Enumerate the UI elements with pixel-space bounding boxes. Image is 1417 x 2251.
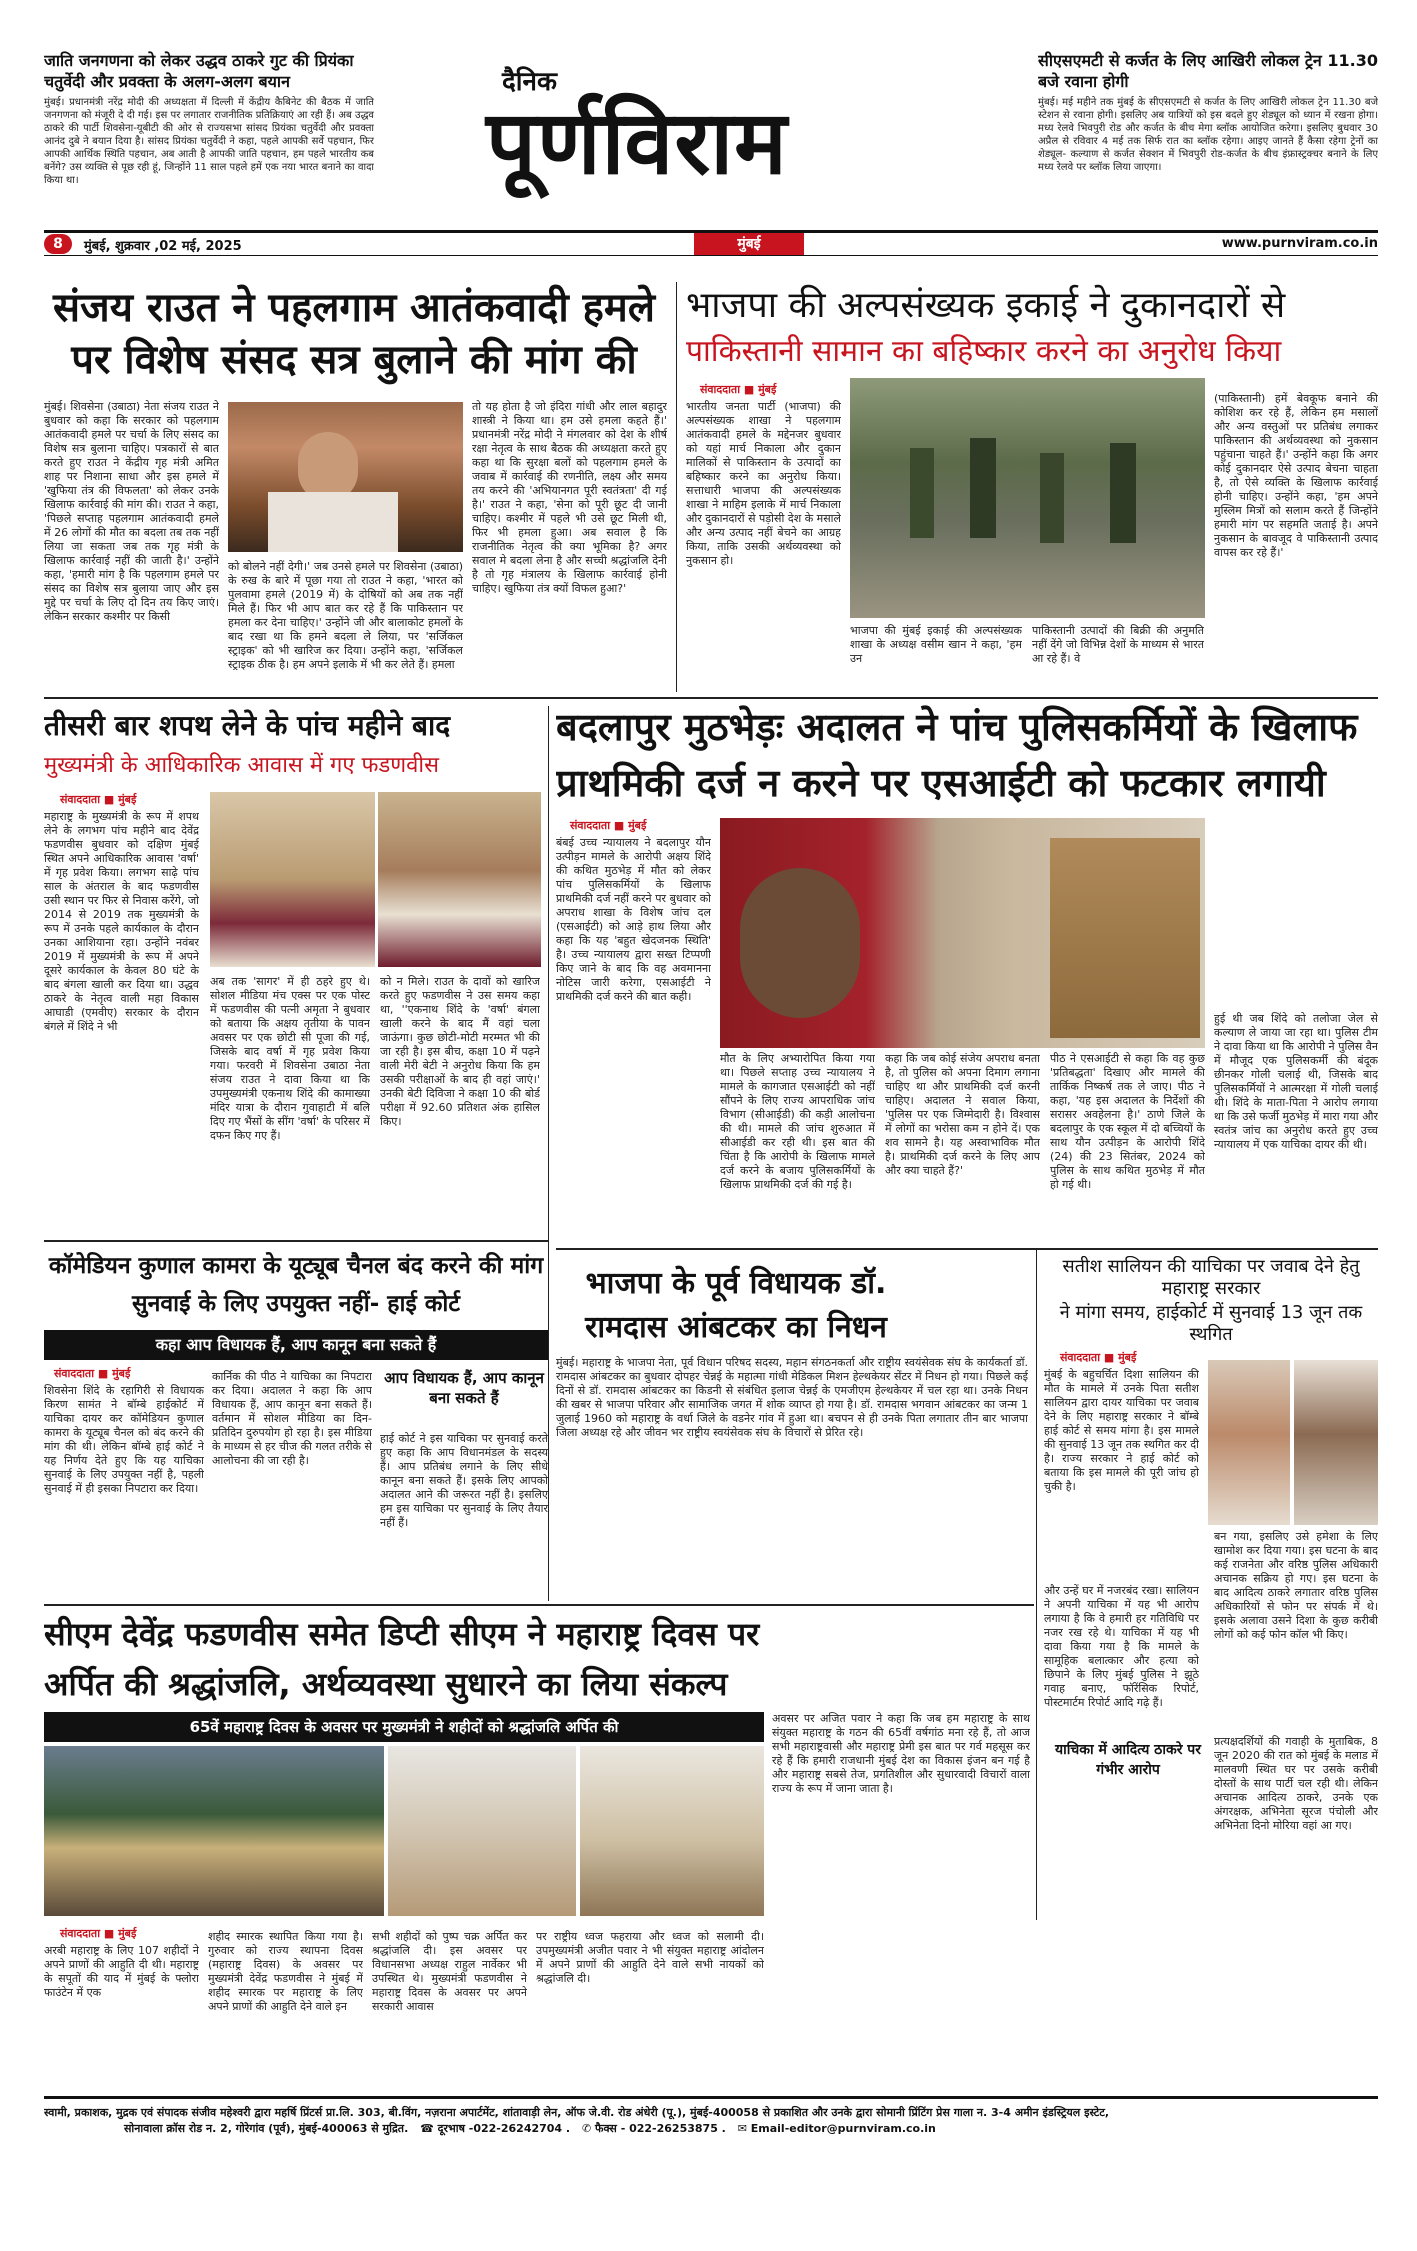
fadnavis-home-byline: संवाददाता ■ मुंबई — [60, 793, 137, 806]
kamra-col-2: कार्निक की पीठ ने याचिका का निपटारा कर दिया। अदालत ने कहा कि आप विधायक हैं, आप कानून बना सकते हैं। वर्तमान में सोशल मीडिया का दिन-प्रतिदिन दुरुपयोग हो रहा है। इस मीडिया के माध्यम से हर चीज की गलत तरीके से आलोचना की जा रही है। — [212, 1370, 372, 1467]
cm-tribute-headline-line1[interactable]: सीएम देवेंद्र फडणवीस समेत डिप्टी सीएम ने महाराष्ट्र दिवस पर — [44, 1615, 760, 1653]
salian-col-3: बन गया, इसलिए उसे हमेशा के लिए खामोश कर दिया गया। इस घटना के बाद कई राजनेता और वरिष्ठ पुलिस अधिकारी अचानक सक्रिय हो गए। इस घटना के बाद आदित्य ठाकरे लगातार वरिष्ठ पुलिस अधिकारियों से फोन पर संपर्क में थे। इसके अलावा उसने दिशा के कुछ करीबी लोगों को कई फोन कॉल भी किए। — [1214, 1530, 1378, 1641]
badlapur-headline-line1[interactable]: बदलापुर मुठभेड़ः अदालत ने पांच पुलिसकर्मियों के खिलाफ — [556, 705, 1358, 749]
bjp-col-1: भारतीय जनता पार्टी (भाजपा) की अल्पसंख्यक शाखा ने पहलगाम आतंकवादी हमले के मद्देनजर बुधवार को यहां मार्च निकाला और दुकान मालिकों से पाकिस्तान के उत्पादों का बहिष्कार करने का अनुरोध किया। सत्ताधारी भाजपा की अल्पसंख्यक शाखा ने माहिम इलाके में मार्च निकाला और दुकानदारों से पड़ोसी देश के मसाले और अन्य उत्पाद नहीं बेचने का आग्रह किया, ताकि उसकी अर्थव्यवस्था को नुकसान हो। — [686, 400, 841, 567]
left-teaser-body: मुंबई। प्रधानमंत्री नरेंद्र मोदी की अध्यक्षता में दिल्ली में केंद्रीय कैबिनेट की बैठक में जाति जनगणना को मंजूरी दे दी गई। इस पर लगातार राजनीतिक प्रतिक्रियाएं आ रही हैं। अब उद्धव ठाकरे की पार्टी शिवसेना-यूबीटी की ओर से राज्यसभा सांसद प्रियंका चतुर्वेदी और प्रवक्ता आनंद दुबे ने बयान दिया है। सांसद प्रियंका चतुर्वेदी ने कहा, पहले आपकी सर्वे पहचान, फिर आपकी आर्थिक स्थिति पहचान, अब आती है आपकी जाति पहचान, हम पहले भारतीय कब बनेंगे? उस व्यक्ति से पूछ रही हूं, जिन्होंने 11 साल पहले हमें एक नया भारत बनाने का वादा किया था। — [44, 97, 374, 186]
bjp-caption-2: पाकिस्तानी उत्पादों की बिक्री की अनुमति नहीं देंगे जो विभिन्न देशों के माध्यम से भारत आ रहे हैं। वे — [1032, 624, 1204, 665]
fadnavis-home-col-1: महाराष्ट्र के मुख्यमंत्री के रूप में शपथ लेने के लगभग पांच महीने बाद देवेंद्र फडणवीस बुधवार को दक्षिण मुंबई स्थित अपने आधिकारिक आवास 'वर्षा' में गृह प्रवेश किया। लगभग साढ़े पांच साल के अंतराल के बाद फडणवीस उसी स्थान पर फिर से निवास करेंगे, जो 2014 से 2019 तक मुख्यमंत्री के रूप में उनके पहले कार्यकाल के दौरान उनका आशियाना रहा। उन्होंने नवंबर 2019 में मुख्यमंत्री के रूप में अपने दूसरे कार्यकाल के केवल 80 घंटे के बाद बंगला खाली कर दिया था। उद्धव ठाकरे के नेतृत्व वाली महा विकास आघाडी (एमवीए) सरकार के दौरान बंगले में शिंदे ने भी — [44, 810, 199, 1033]
bjp-byline: संवाददाता ■ मुंबई — [700, 383, 777, 396]
brand-small: दैनिक — [502, 67, 557, 97]
salian-photo-2 — [1294, 1360, 1378, 1525]
email-icon: ✉ — [737, 2122, 747, 2135]
cm-tribute-col-2: अरबी महाराष्ट्र के लिए 107 शहीदों ने अपने प्राणों की आहुति दी थी। महाराष्ट्र के सपूतों की याद में मुंबई के फ्लोरा फाउंटेन में एक — [44, 1944, 199, 1999]
cm-tribute-headline-line2[interactable]: अर्पित की श्रद्धांजलि, अर्थव्यवस्था सुधारने का लिया संकल्प — [44, 1665, 728, 1703]
cm-tribute-byline: संवाददाता ■ मुंबई — [60, 1927, 137, 1940]
right-teaser-body: मुंबई। मई महीने तक मुंबई के सीएसएमटी से कर्जत के लिए आखिरी लोकल ट्रेन 11.30 बजे स्टेशन से रवाना होगी। इसलिए अब यात्रियों को इस बदले हुए शेड्यूल को ध्यान में रखना होगा। मध्य रेलवे भिवपुरी रोड और कर्जत के बीच मेगा ब्लॉक आयोजित करेगा। इसलिए बुधवार 30 अप्रैल से रविवार 4 मई तक सिर्फ रात का ब्लॉक रहेगा। आइए जानते हैं कैसा रहेगा ट्रेनों का शेड्यूल- कल्याण से कर्जत सेक्शन में भिवपुरी रोड-कर्जत के बीच इंफ्रास्ट्रक्चर बनाने के लिए मध्य रेलवे पर ब्लॉक लिया जाएगा। — [1038, 97, 1378, 173]
raut-col-2: को बोलने नहीं देगी।' जब उनसे हमले पर शिवसेना (उबाठा) के रुख के बारे में पूछा गया तो राउत ने कहा, 'भारत को पुलवामा हमले (2019 में) के दोषियों को अब तक नहीं मिले हैं। फिर भी आप बात कर रहे हैं कि पाकिस्तान पर हमला कर देना चाहिए।' उन्होंने जी और बालाकोट हमलों के बाद रखा था कि हमने बदला ले लिया, पर 'सर्जिकल स्ट्राइक' को भी खारिज कर दिया। उन्होंने कहा, 'सर्जिकल स्ट्राइक ठीक है। हम अपने इलाके में भी कर लेते हैं। हमला — [228, 560, 463, 671]
badlapur-col-1: बंबई उच्च न्यायालय ने बदलापुर यौन उत्पीड़न मामले के आरोपी अक्षय शिंदे की कथित मुठभेड़ में मौत को लेकर पांच पुलिसकर्मियों के खिलाफ प्राथमिकी दर्ज नहीं करने पर बुधवार को अपराध शाखा के विशेष जांच दल (एसआईटी) को आड़े हाथ लिया और कहा कि यह 'बहुत खेदजनक स्थिति' है। उच्च न्यायालय द्वारा सख्त टिप्पणी किए जाने के बाद कि वह अवमानना नोटिस जारी करेगा, एसआईटी ने प्राथमिकी दर्ज करने की बात कही। — [556, 836, 711, 1003]
badlapur-headline-line2[interactable]: प्राथमिकी दर्ज न करने पर एसआईटी को फटकार लगायी — [556, 761, 1326, 805]
fadnavis-home-col-2: अब तक 'सागर' में ही ठहरे हुए थे। सोशल मीडिया मंच एक्स पर एक पोस्ट में फडणवीस की पत्नी अमृता ने बुधवार को बताया कि अक्षय तृतीया के पावन अवसर पर एक छोटी सी पूजा की गई, जिसके बाद वर्षा में गृह प्रवेश किया गया। फरवरी में शिवसेना उबाठा नेता संजय राउत ने दावा किया था कि उपमुख्यमंत्री एकनाथ शिंदे की कामाख्या मंदिर यात्रा के दौरान गुवाहाटी में बलि दिए गए भैंसों के सींग 'वर्षा' के परिसर में दफन किए गए हैं। — [210, 975, 370, 1142]
raut-col-1: मुंबई। शिवसेना (उबाठा) नेता संजय राउत ने बुधवार को कहा कि सरकार को पहलगाम आतंकवादी हमले पर चर्चा के लिए संसद का विशेष सत्र बुलाना चाहिए। पत्रकारों से बात करते हुए राउत ने केंद्रीय गृह मंत्री अमित शाह पर निशाना साधा और इस हमले में 'खुफिया तंत्र की विफलता' को लेकर उनके खिलाफ कार्रवाई की मांग की। राउत ने कहा, 'पिछले सप्ताह पहलगाम आतंकवादी हमले में 26 लोगों की मौत का बदला तब तक नहीं लिया जा सकता जब तक गृह मंत्री के खिलाफ कार्रवाई नहीं की जाती है।' उन्होंने कहा, 'हमारी मांग है कि पहलगाम हमले पर संसद का विशेष सत्र बुलाया जाए और इस मुद्दे पर चर्चा के लिए दो दिन तय किए जाएं। लेकिन सरकार कश्मीर पर किसी — [44, 400, 219, 623]
kamra-headline[interactable]: कॉमेडियन कुणाल कामरा के यूट्यूब चैनल बंद करने की मांग सुनवाई के लिए उपयुक्त नहीं- हाई कोर्ट — [48, 1253, 544, 1317]
bjp-photo — [850, 378, 1205, 618]
badlapur-col-5: हुई थी जब शिंदे को तलोजा जेल से कल्याण ले जाया जा रहा था। पुलिस टीम ने दावा किया था कि आरोपी ने पुलिस वैन में मौजूद एक पुलिसकर्मी की बंदूक छीनकर गोली चलाई थी, जिसके बाद पुलिसकर्मियों ने आत्मरक्षा में गोली चलाई थी। शिंदे के माता-पिता ने आरोप लगाया था कि उसे फर्जी मुठभेड़ में मारा गया और स्वतंत्र जांच का अनुरोध करते हुए उच्च न्यायालय में एक याचिका दायर की थी। — [1214, 1012, 1378, 1151]
fadnavis-photo-1 — [210, 792, 375, 967]
raut-col-3: तो यह होता है जो इंदिरा गांधी और लाल बहादुर शास्त्री ने किया था। हम उसे हमला कहते हैं।' प्रधानमंत्री नरेंद्र मोदी ने मंगलवार को देश के शीर्ष रक्षा नेतृत्व के साथ बैठक की अध्यक्षता करते हुए कहा था कि सुरक्षा बलों को पहलगाम हमले के जवाब में कार्रवाई की रणनीति, लक्ष्य और समय तय करने की 'अभियानगत पूरी स्वतंत्रता' दी गई है।' राउत ने कहा, 'सेना को पूरी छूट दी जानी चाहिए। कश्मीर में पहले भी उसे छूट मिली थी, फिर भी हमला हुआ। अब सवाल है कि राजनीतिक नेतृत्व की क्या भूमिका है? अगर सवाल मे बदला लेना है और सच्ची श्रद्धांजलि देनी है तो गृह मंत्रालय के खिलाफ कार्रवाई होनी चाहिए। खुफिया तंत्र क्यों विफल हुआ?' — [472, 400, 667, 595]
cm-tribute-col-5: पर राष्ट्रीय ध्वज फहराया और ध्वज को सलामी दी। उपमुख्यमंत्री अजीत पवार ने भी संयुक्त महाराष्ट्र आंदोलन में अपने प्राणों की आहुति देने वाले सभी नायकों को श्रद्धांजलि दी। — [536, 1930, 764, 1985]
cm-tribute-photo-3 — [580, 1746, 764, 1916]
salian-box-text: याचिका में आदित्य ठाकरे पर गंभीर आरोप — [1055, 1742, 1201, 1778]
cm-tribute-col-3: शहीद स्मारक स्थापित किया गया है। गुरुवार को राज्य स्थापना दिवस (महाराष्ट्र दिवस) के अवसर पर मुख्यमंत्री देवेंद्र फडणवीस ने मुंबई में शहीद स्मारक पर महाराष्ट्र के लिए अपने प्राणों की आहुति देने वाले इन — [208, 1930, 363, 2013]
salian-byline: संवाददाता ■ मुंबई — [1060, 1351, 1137, 1364]
fax-icon: ✆ — [581, 2122, 592, 2135]
imprint-line-1: स्वामी, प्रकाशक, मुद्रक एवं संपादक संजीव महेश्वरी द्वारा महर्षि प्रिंटर्स प्रा.लि. 303, बी.विंग, नज़राना अपार्टमेंट, शांतावाड़ी लेन, ऑफ जे.वी. रोड अंधेरी (पू.), मुंबई-400058 से प्रकाशित और उनके द्वारा सोमानी प्रिंटिंग प्रेस गाला न. 3-4 अमीन इंडस्ट्रियल इस्टेट, — [44, 2106, 1110, 2119]
imprint-footer — [44, 2096, 1378, 2150]
cm-tribute-photo-2 — [388, 1746, 576, 1916]
fadnavis-home-headline-line2[interactable]: मुख्यमंत्री के आधिकारिक आवास में गए फडणवीस — [44, 753, 439, 778]
fadnavis-home-col-3: को न मिले। राउत के दावों को खारिज करते हुए फडणवीस ने उस समय कहा था, ''एकनाथ शिंदे के 'वर्षा' बंगला खाली करने के बाद मैं वहां चला जाऊंगा। कुछ छोटी-मोटी मरम्मत भी की जा रही है। इस बीच, कक्षा 10 में पढ़ने वाली मेरी बेटी ने अनुरोध किया कि हम उसकी परीक्षाओं के बाद ही वहां जाएं।' उनकी बेटी दिविजा ने कक्षा 10 की बोर्ड परीक्षा में 92.60 प्रतिशत अंक हासिल किए। — [380, 975, 540, 1128]
brand-name: पूर्णविराम — [486, 91, 788, 194]
page-number: 8 — [44, 234, 72, 254]
salian-col-1: मुंबई के बहुचर्चित दिशा सालियन की मौत के मामले में उनके पिता सतीश सालियन द्वारा दायर याचिका पर जवाब देने के लिए महाराष्ट्र सरकार ने बॉम्बे हाई कोर्ट से समय मांगा है। इस मामले की सुनवाई 13 जून तक स्थगित कर दी है। राज्य सरकार ने हाई कोर्ट को बताया कि इस मामले की पूरी जांच हो चुकी है। — [1044, 1368, 1199, 1493]
imprint-phone: दूरभाष -022-26242704 . — [437, 2122, 571, 2135]
left-teaser-title: जाति जनगणना को लेकर उद्धव ठाकरे गुट की प्रियंका चतुर्वेदी और प्रवक्ता के अलग-अलग बयान — [44, 51, 354, 91]
cm-tribute-photo-1 — [44, 1746, 384, 1916]
kamra-box-text: आप विधायक हैं, आप कानून बना सकते हैं — [384, 1369, 544, 1407]
salian-col-2: और उन्हें घर में नजरबंद रखा। सालियन ने अपनी याचिका में यह भी आरोप लगाया है कि वे हमारी हर गतिविधि पर नजर रख रहे थे। याचिका में यह भी दावा किया गया है कि मामले के सामूहिक बलात्कार और हत्या को छिपाने के लिए मुंबई पुलिस ने झूठे गवाह बनाए, फॉरेंसिक रिपोर्ट, पोस्टमार्टम रिपोर्ट आदि गढ़े हैं। — [1044, 1584, 1199, 1709]
bjp-caption-1: भाजपा की मुंबई इकाई की अल्पसंख्यक शाखा के अध्यक्ष वसीम खान ने कहा, 'हम उन — [850, 624, 1022, 665]
salian-col-4: प्रत्यक्षदर्शियों की गवाही के मुताबिक, 8 जून 2020 की रात को मुंबई के मलाड में मालवणी स्थित घर पर उसके करीबी दोस्तों के साथ पार्टी चल रही थी। लेकिन अचानक आदित्य ठाकरे, उनके एक अंगरक्षक, अभिनेता सूरज पंचोली और अभिनेता दिनो मोरिया वहां आ गए। — [1214, 1735, 1378, 1832]
badlapur-col-2: मौत के लिए अभ्यारोपित किया गया था। पिछले सप्ताह उच्च न्यायालय ने मामले के कागजात एसआईटी को नहीं सौंपने के लिए राज्य आपराधिक जांच विभाग (सीआईडी) की कड़ी आलोचना की थी। मामले की जांच शुरुआत में सीआईडी कर रही थी। इस बात की चिंता है कि आरोपी के खिलाफ मामले दर्ज करने के बजाय पुलिसकर्मियों के खिलाफ प्राथमिकी दर्ज की गई है। — [720, 1052, 875, 1191]
raut-photo — [228, 402, 463, 552]
cm-tribute-strap-text: 65वें महाराष्ट्र दिवस के अवसर पर मुख्यमंत्री ने शहीदों को श्रद्धांजलि अर्पित की — [189, 1718, 619, 1736]
imprint-line-2: सोनावाला क्रॉस रोड न. 2, गोरेगांव (पूर्व), मुंबई-400063 से मुद्रित. — [124, 2122, 409, 2135]
phone-icon: ☎ — [420, 2122, 434, 2135]
fadnavis-home-headline-line1[interactable]: तीसरी बार शपथ लेने के पांच महीने बाद — [44, 709, 451, 742]
salian-headline-line2[interactable]: ने मांगा समय, हाईकोर्ट में सुनवाई 13 जून तक स्थगित — [1059, 1302, 1363, 1345]
fadnavis-photo-2 — [378, 792, 541, 967]
kamra-strap-text: कहा आप विधायक हैं, आप कानून बना सकते हैं — [155, 1335, 437, 1354]
kamra-col-1: शिवसेना शिंदे के रहागिरी से विधायक किरण सामंत ने बॉम्बे हाईकोर्ट में याचिका दायर कर कॉमेडियन कुणाल कामरा के यूट्यूब चैनल को बंद करने की मांग की थी। लेकिन बॉम्बे हाई कोर्ट ने यह निर्णय देते हुए कि यह याचिका सुनवाई के लिए उपयुक्त नहीं है, पहली सुनवाई में ही इसका निपटारा कर दिया। — [44, 1384, 204, 1495]
website[interactable]: www.purnviram.co.in — [1221, 236, 1378, 251]
bjp-headline-line1[interactable]: भाजपा की अल्पसंख्यक इकाई ने दुकानदारों से — [686, 285, 1286, 326]
cm-tribute-col-4: सभी शहीदों को पुष्प चक्र अर्पित कर श्रद्धांजलि दी। इस अवसर पर विधानसभा अध्यक्ष राहुल नार्वेकर भी उपस्थित थे। मुख्यमंत्री फडणवीस ने महाराष्ट्र दिवस के अवसर पर अपने सरकारी आवास — [372, 1930, 527, 2013]
badlapur-col-3: कहा कि जब कोई संजेय अपराध बनता है, तो पुलिस को अपना दिमाग लगाना चाहिए था और प्राथमिकी दर्ज करनी चाहिए। अदालत ने सवाल किया, 'पुलिस पर एक जिम्मेदारी है। विश्वास में लोगों का भरोसा कम न होने दें। एक शव सामने है। यह अस्वाभाविक मौत है। प्राथमिकी दर्ज करने के लिए आप और क्या चाहते हैं?' — [885, 1052, 1040, 1177]
ambetkar-headline-line1[interactable]: भाजपा के पूर्व विधायक डॉ. — [585, 1266, 887, 1301]
cm-tribute-strap — [44, 1712, 764, 1742]
bjp-headline-line2[interactable]: पाकिस्तानी सामान का बहिष्कार करने का अनुरोध किया — [686, 334, 1282, 369]
salian-allegation-box — [1048, 1740, 1208, 1788]
salian-photo-1 — [1208, 1360, 1290, 1525]
right-teaser — [1038, 50, 1378, 215]
bjp-col-2: (पाकिस्तानी) हमें बेवकूफ बनाने की कोशिश कर रहे हैं, लेकिन हम मसालों और अन्य वस्तुओं पर प्रतिबंध लगाकर पाकिस्तान की अर्थव्यवस्था को नुकसान पहुंचाना चाहते हैं।' उन्होंने कहा कि अगर कोई दुकानदार ऐसे उत्पाद बेचना चाहता है, तो ऐसे व्यक्ति के खिलाफ कार्रवाई होनी चाहिए। उन्होंने कहा, 'हम अपने मुस्लिम मित्रों को सलाम करते हैं जिन्होंने हमारी मांग पर सहमति जताई है। अपने नुकसान के बावजूद वे पाकिस्तानी उत्पाद वापस कर रहे हैं।' — [1214, 392, 1378, 559]
right-teaser-title: सीएसएमटी से कर्जत के लिए आखिरी लोकल ट्रेन 11.30 बजे रवाना होगी — [1038, 51, 1378, 91]
badlapur-byline: संवाददाता ■ मुंबई — [570, 819, 647, 832]
badlapur-photo — [720, 818, 1205, 1048]
ambetkar-body: मुंबई। महाराष्ट्र के भाजपा नेता, पूर्व विधान परिषद सदस्य, महान संगठनकर्ता और राष्ट्रीय स्वयंसेवक संघ के कार्यकर्ता डॉ. रामदास आंबटकर का बुधवार दोपहर चेन्नई के महात्मा गांधी मेडिकल मिशन हेल्थकेयर सेंटर में निधन हो गया। पिछले कई दिनों से डॉ. रामदास आंबटकर का किडनी से संबंधित इलाज चेन्नई के एमजीएम हेल्थकेयर में चल रहा था। उनके निधन की खबर से भाजपा परिवार और सामाजिक जगत में शोक व्याप्त हो गया है। डॉ. रामदास भगवान आंबटकर का जन्म 1 जुलाई 1960 को महाराष्ट्र के वर्धा जिले के वडनेर गांव में हुआ था। बचपन से ही उनके पिता लगातार तीन बार भाजपा जिला अध्यक्ष रहे और जीवन भर राष्ट्रीय स्वयंसेवक संघ के विचारों से प्रेरित रहे। — [556, 1356, 1028, 1439]
cm-tribute-col-1: अवसर पर अजित पवार ने कहा कि जब हम महाराष्ट्र के साथ संयुक्त महाराष्ट्र के गठन की 65वीं वर्षगांठ मना रहे हैं, तो आज सभी महाराष्ट्रवासी और महाराष्ट्र प्रेमी इस बात पर गर्व महसूस कर रहे हैं कि हमारी राजधानी मुंबई देश का विकास इंजन बन गई है और महाराष्ट्र सबसे तेज, प्रगतिशील और सुधारवादी विचारों वाला राज्य के रूप में जाना जाता है। — [772, 1712, 1030, 1795]
raut-headline[interactable]: संजय राउत ने पहलगाम आतंकवादी हमले पर विशेष संसद सत्र बुलाने की मांग की — [53, 285, 655, 383]
masthead-logo[interactable] — [486, 50, 926, 230]
imprint-email[interactable]: Email-editor@purnviram.co.in — [750, 2122, 936, 2135]
imprint-fax: फैक्स - 022-26253875 . — [595, 2122, 726, 2135]
kamra-byline: संवाददाता ■ मुंबई — [54, 1367, 131, 1380]
ambetkar-headline-line2[interactable]: रामदास आंबटकर का निधन — [585, 1310, 887, 1345]
city-label: मुंबई — [694, 233, 804, 255]
kamra-col-3: हाई कोर्ट ने इस याचिका पर सुनवाई करते हुए कहा कि आप विधानमंडल के सदस्य हैं। आप प्रतिबंध लगाने के लिए सीधे कानून बना सकते हैं। इसके लिए आपको अदालत आने की जरूरत नहीं है। इसलिए हम इस याचिका पर सुनवाई के लिए तैयार नहीं हैं। — [380, 1432, 548, 1529]
kamra-box — [380, 1368, 548, 1428]
kamra-strap — [44, 1330, 548, 1360]
salian-headline-line1[interactable]: सतीश सालियन की याचिका पर जवाब देने हेतु महाराष्ट्र सरकार — [1062, 1256, 1360, 1299]
badlapur-col-4: पीठ ने एसआईटी से कहा कि वह कुछ 'प्रतिबद्धता' दिखाए और मामले की तार्किक निष्कर्ष तक ले जाए। पीठ ने कहा, 'यह इस अदालत के निर्देशों की सरासर अवहेलना है।' ठाणे जिले के बदलापुर के एक स्कूल में दो बच्चियों के साथ यौन उत्पीड़न के आरोपी शिंदे (24) की 23 सितंबर, 2024 को पुलिस के साथ कथित मुठभेड़ में मौत हो गई थी। — [1050, 1052, 1205, 1191]
left-teaser — [44, 50, 374, 215]
dateline: मुंबई, शुक्रवार ,02 मई, 2025 — [84, 239, 242, 254]
date-bar — [44, 230, 1378, 256]
